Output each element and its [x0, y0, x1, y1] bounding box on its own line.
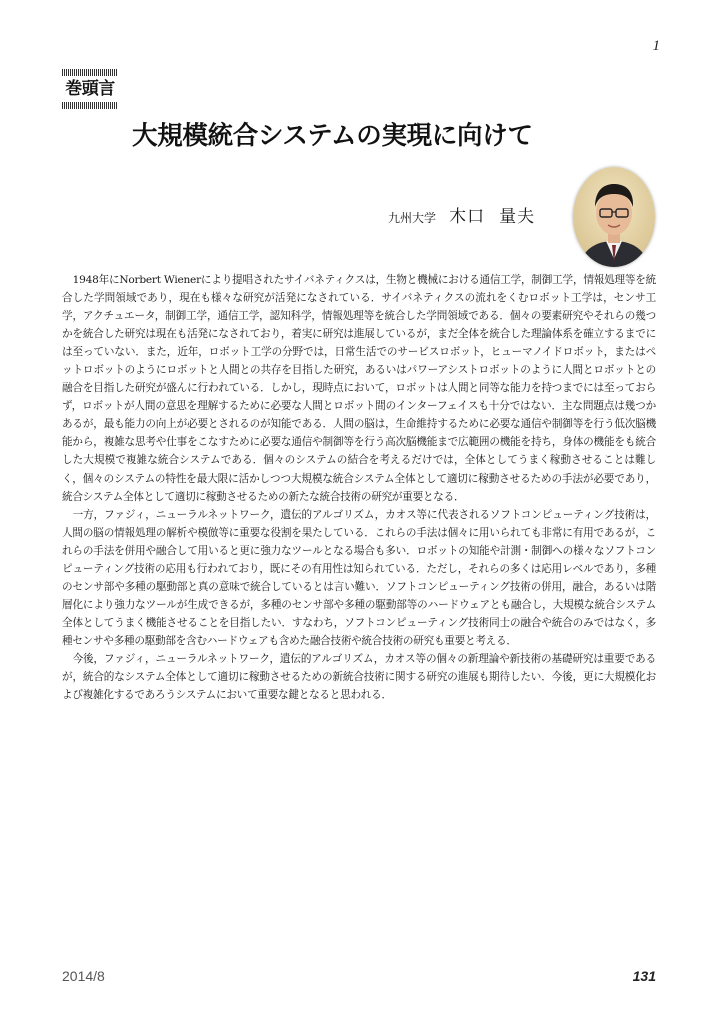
author-affiliation: 九州大学 — [388, 211, 437, 225]
author-given-name: 量夫 — [499, 207, 536, 227]
paragraph-3: 今後，ファジィ，ニューラルネットワーク，遺伝的アルゴリズム，カオス等の個々の新理論や新技術の基礎研究は重要であるが，統合的なシステム全体として適切に稼動させるための新統合技術に関する研究の進展も期待したい．今後，更に大規模化および複雑化するであろうシステムにおいて重要な鍵となると思われる． — [62, 652, 656, 702]
author-portrait — [573, 167, 655, 267]
category-label: 巻頭言 — [65, 79, 115, 99]
paragraph-1: 1948年にNorbert Wienerにより提唱されたサイバネティクスは，生物と機械における通信工学，制御工学，情報処理等を統合した学問領域であり，現在も様々な研究が活発になされている．サイバネティクスの流れをくむロボット工学は，センサ工学，アクチュエータ，制御工学，通信工学，認知科学，情報処理等を統合した学問領域である．個々の要素研究やそれらの幾つかを統合した研究は現在も活発になされており，着実に研究は進展しているが，まだ全体を統合した理論体系を確立するまでには至っていない．また，近年，ロボット工学の分野では，日常生活でのサービスロボット，ヒューマノイドロボット，またはペットロボットのようにロボットと人間との共存を目指した研究，あるいはパワーアシストロボットのように人間とロボットとの融合を目指した研究が盛んに行われている．しかし，現時点において，ロボットは人間と同等な能力を持つまでには至っておらず，ロボットが人間の意思を理解するために必要な人間とロボット間のインターフェイスも十分ではない．主な問題点は幾つかあるが，最も能力の向上が必要とされるのが知能である．人間の脳は，生命維持するために必要な通信や制御等を行う低次脳機能から，複雑な思考や仕事をこなすために必要な通信や制御等を行う高次脳機能まで広範囲の機能を持ち，身体の機能をも統合した大規模で複雑な統合システムである．個々のシステムの結合を考えるだけでは，全体としてうまく稼動させることは難しく，個々のシステムの特性を最大限に活かしつつ大規模な統合システム全体として適切に稼動させるための手法が必要であり，統合システム全体として適切に稼動させるための新たな統合技術の研究が重要となる． — [62, 274, 656, 503]
category-hatch-top — [62, 69, 118, 76]
author-line — [388, 202, 568, 227]
article-title: 大規模統合システムの実現に向けて — [132, 121, 533, 151]
footer-date: 2014/8 — [62, 968, 105, 984]
article-body — [62, 271, 656, 704]
footer-page-number: 131 — [632, 968, 656, 984]
paragraph-2: 一方，ファジィ，ニューラルネットワーク，遺伝的アルゴリズム，カオス等に代表されるソフトコンピューティング技術は，人間の脳の情報処理の解析や模倣等に重要な役割を果たしている．これらの手法は個々に用いられても非常に有用であるが，これらの手法を併用や融合して用いると更に強力なツールとなる場合も多い．ロボットの知能や計測・制御への様々なソフトコンピューティング技術の応用も行われており，既にその有用性は知られている．ただし，それらの多くは応用レベルであり，多種のセンサ部や多種の駆動部と真の意味で統合しているとは言い難い．ソフトコンピューティング技術の併用，融合，あるいは階層化により強力なツールが生成できるが，多種のセンサ部や多種の駆動部等のハードウェアとも融合し，大規模な統合システム全体としてうまく機能させることを目指したい．すなわち，ソフトコンピューティング技術同士の融合や統合のみではなく，多種センサや多種の駆動部を含むハードウェアも含めた融合技術や統合技術の研究も重要と考える． — [62, 508, 656, 647]
author-family-name: 木口 — [449, 207, 486, 227]
author-name — [449, 207, 535, 227]
portrait-image — [573, 167, 655, 267]
category-badge — [62, 69, 118, 109]
page-number-top: 1 — [652, 38, 660, 54]
category-hatch-bottom — [62, 102, 118, 109]
